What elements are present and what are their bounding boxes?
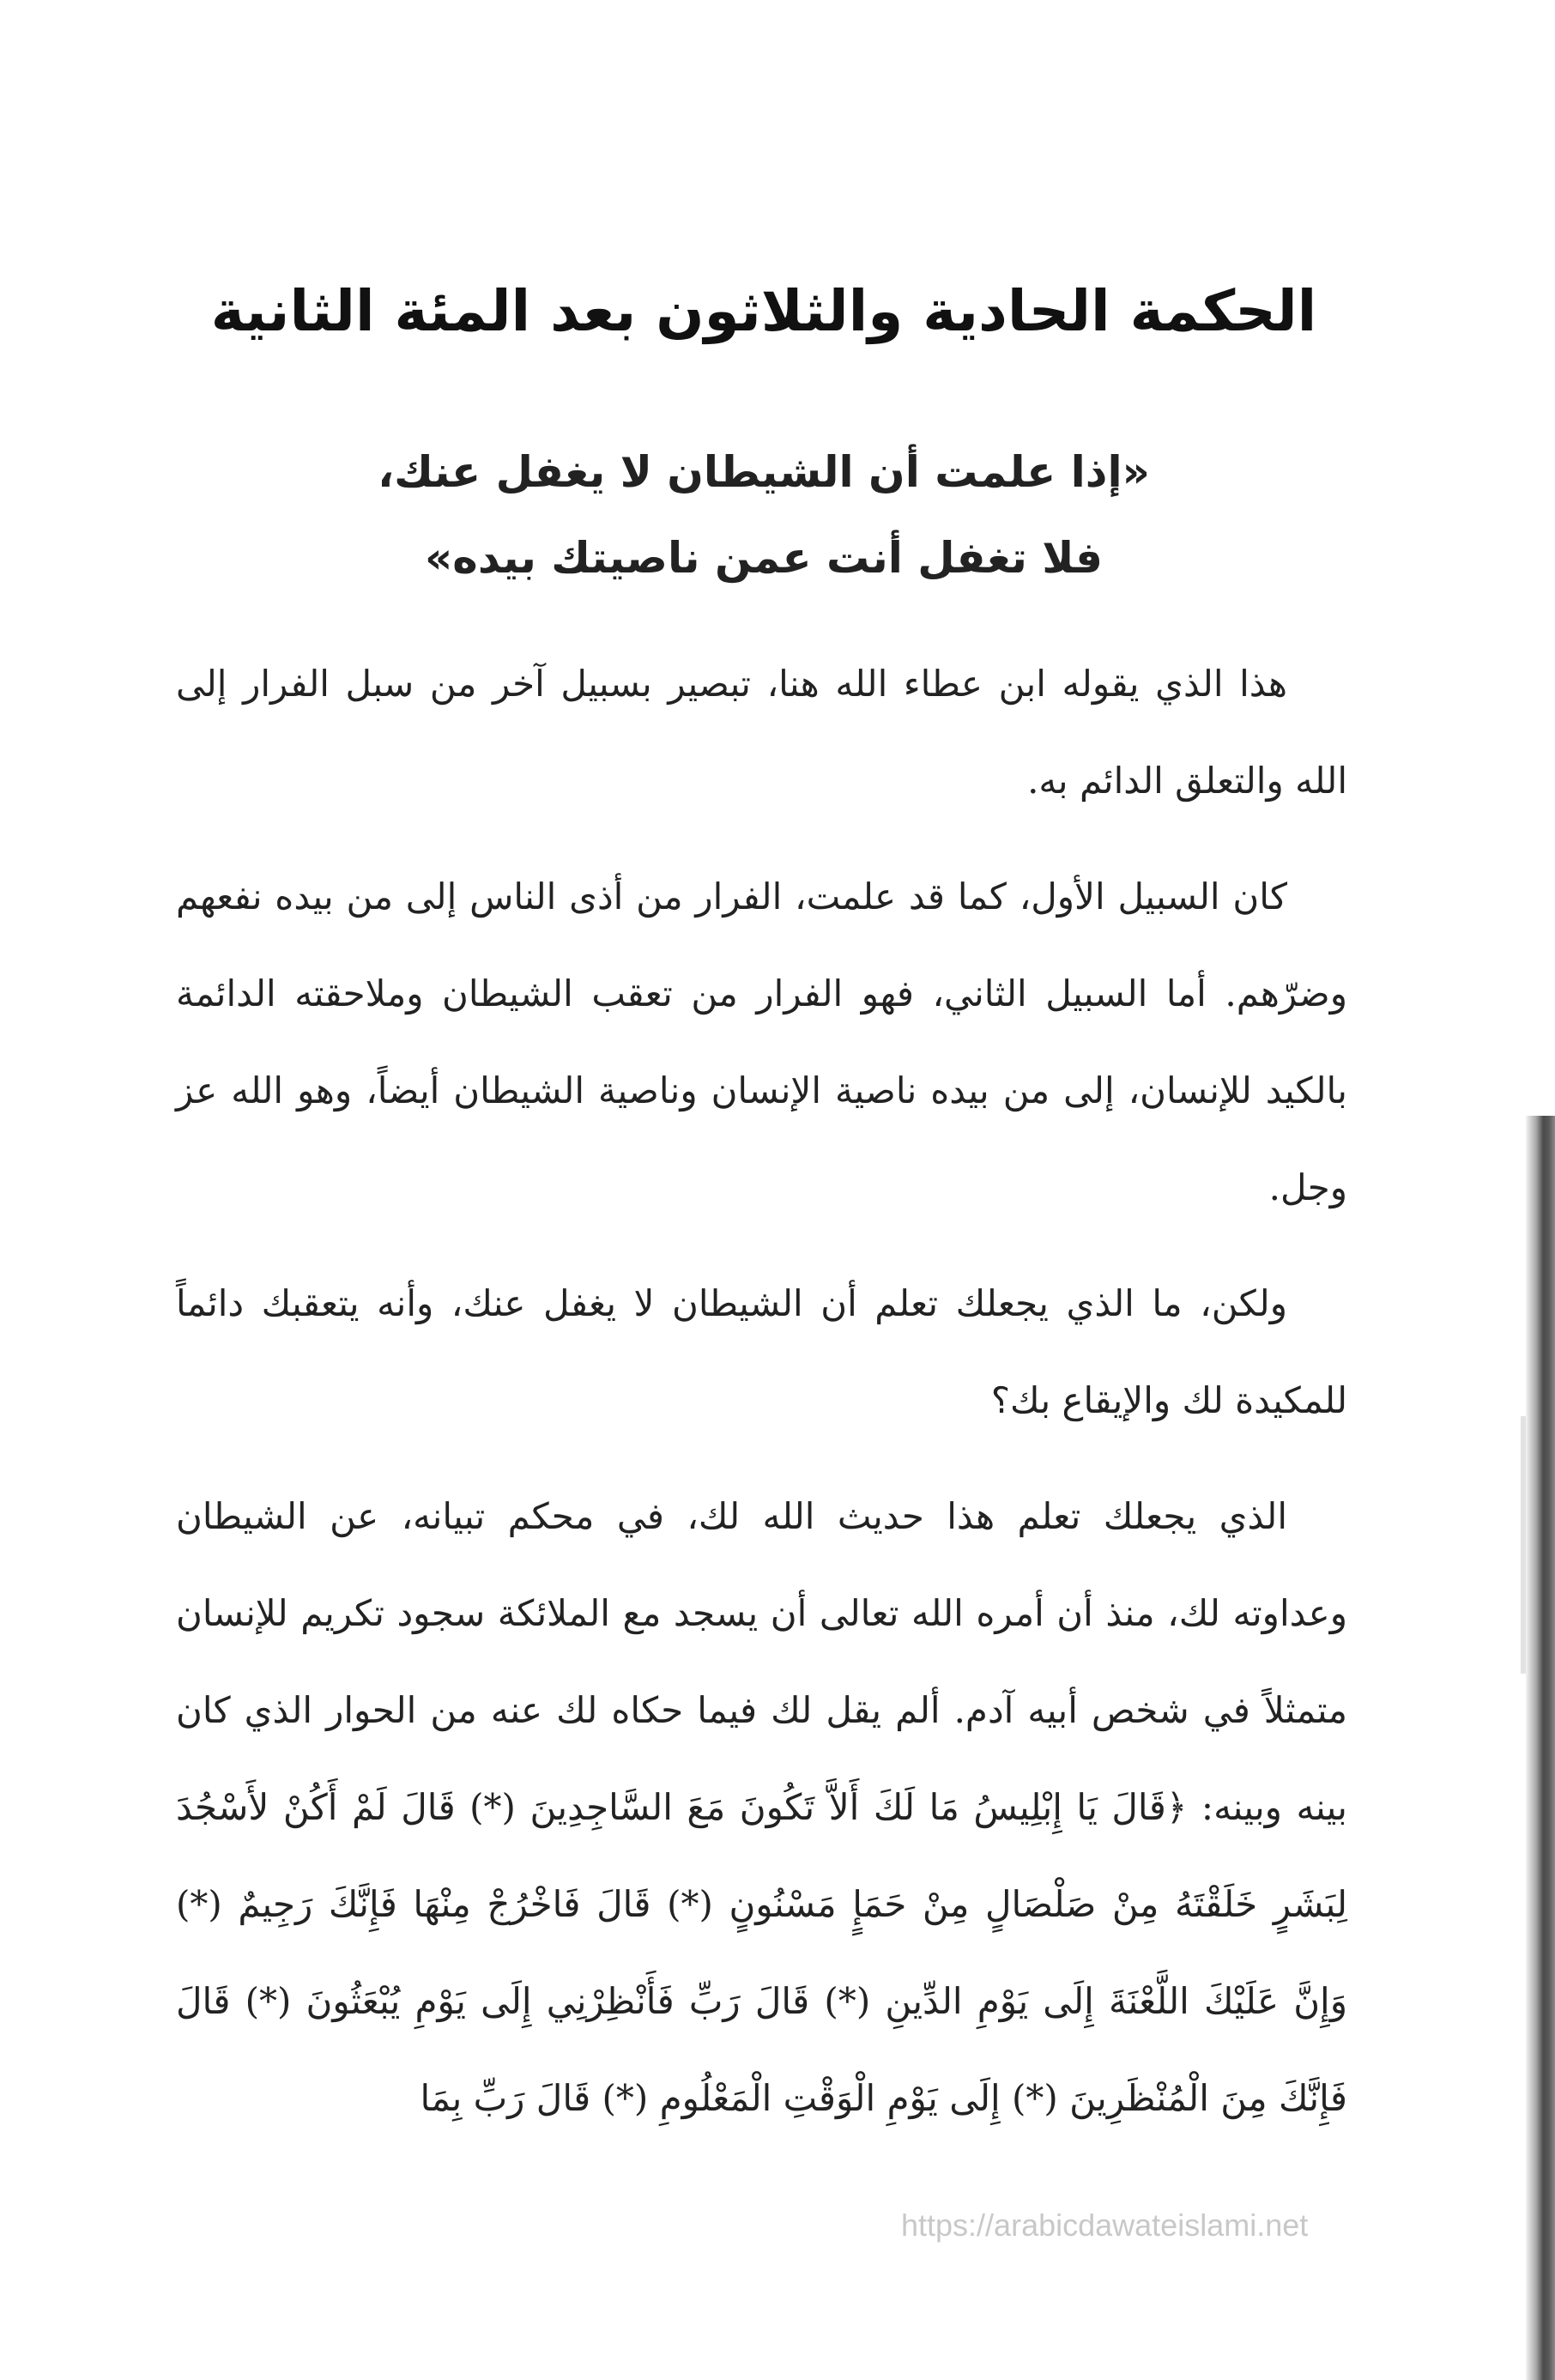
chapter-title: الحكمة الحادية والثلاثون بعد المئة الثانية [210,278,1317,344]
quoted-aphorism [257,429,1270,601]
paragraph-1: هذا الذي يقوله ابن عطاء الله هنا، تبصير بسبيل آخر من سبل الفرار إلى الله والتعلق الدائم به. [176,663,1347,802]
paragraph-3: ولكن، ما الذي يجعلك تعلم أن الشيطان لا يغفل عنك، وأنه يتعقبك دائماً للمكيدة لك والإيقاع بك؟ [176,1282,1347,1421]
watermark-url: https://arabicdawateislami.net [901,2207,1309,2243]
quote-line-2: فلا تغفل أنت عمن ناصيتك بيده» [425,533,1103,583]
quote-line-1: «إذا علمت أن الشيطان لا يغفل عنك، [378,447,1150,497]
paragraph-4: الذي يجعلك تعلم هذا حديث الله لك، في محكم تبيانه، عن الشيطان وعداوته لك، منذ أن أمره الله تعالى أن يسجد مع الملائكة سجود تكريم للإنسان متمثلاً في شخص أبيه آدم. ألم يقل لك فيما حكاه لك عنه من الحوار الذي كان بينه وبينه: ﴿قَالَ يَا إِبْلِيسُ مَا لَكَ أَلاَّ تَكُونَ مَعَ السَّاجِدِينَ (*) قَالَ لَمْ أَكُنْ لأَسْجُدَ لِبَشَرٍ خَلَقْتَهُ مِنْ صَلْصَالٍ مِنْ حَمَإٍ مَسْنُونٍ (*) قَالَ فَاخْرُجْ مِنْهَا فَإِنَّكَ رَجِيمٌ (*) وَإِنَّ عَلَيْكَ اللَّعْنَةَ إِلَى يَوْمِ الدِّينِ (*) قَالَ رَبِّ فَأَنْظِرْنِي إِلَى يَوْمِ يُبْعَثُونَ (*) قَالَ فَإِنَّكَ مِنَ الْمُنْظَرِينَ (*) إِلَى يَوْمِ الْوَقْتِ الْمَعْلُومِ (*) قَالَ رَبِّ بِمَا [176,1495,1347,2119]
body-text [176,635,1347,2147]
paragraph-2: كان السبيل الأول، كما قد علمت، الفرار من أذى الناس إلى من بيده نفعهم وضرّهم. أما السبيل الثاني، فهو الفرار من تعقب الشيطان وملاحقته الدائمة بالكيد للإنسان، إلى من بيده ناصية الإنسان وناصية الشيطان أيضاً، وهو الله عز وجل. [176,875,1347,1208]
scan-edge [1526,1116,1555,2380]
